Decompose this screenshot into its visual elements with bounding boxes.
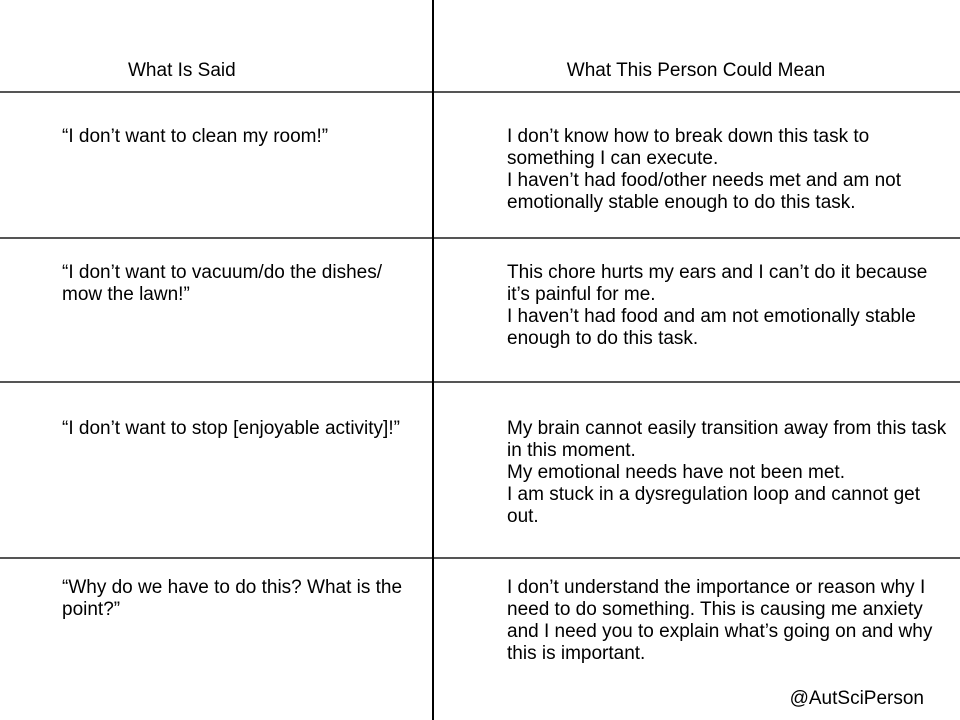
mean-line: I haven’t had food and am not emotionally stable xyxy=(507,306,916,327)
mean-line: I don’t know how to break down this task to xyxy=(507,126,870,147)
mean-line: something I can execute. xyxy=(507,148,719,169)
said-line: “I don’t want to vacuum/do the dishes/ xyxy=(62,262,383,283)
mean-line: need to do something. This is causing me anxiety xyxy=(507,599,923,620)
said-line: mow the lawn!” xyxy=(62,284,190,305)
said-cell xyxy=(0,239,432,381)
said-cell xyxy=(0,559,432,720)
column-header-mean-label: What This Person Could Mean xyxy=(566,60,826,81)
column-header-said xyxy=(0,0,432,91)
table-row xyxy=(0,91,960,237)
mean-cell xyxy=(432,93,960,237)
said-line: “I don’t want to clean my room!” xyxy=(62,126,329,147)
mean-line: enough to do this task. xyxy=(507,328,699,349)
mean-cell xyxy=(432,239,960,381)
mean-line: out. xyxy=(507,506,539,527)
mean-line: I am stuck in a dysregulation loop and cannot get xyxy=(507,484,920,505)
said-cell xyxy=(0,93,432,237)
mean-line: My brain cannot easily transition away from this task xyxy=(507,418,947,439)
table-row xyxy=(0,237,960,381)
said-line: “I don’t want to stop [enjoyable activity]!” xyxy=(62,418,400,439)
column-header-mean xyxy=(432,0,960,91)
mean-line: in this moment. xyxy=(507,440,636,461)
table-row xyxy=(0,381,960,557)
column-divider-line xyxy=(432,0,434,720)
said-line: point?” xyxy=(62,599,121,620)
mean-cell xyxy=(432,383,960,557)
mean-line: This chore hurts my ears and I can’t do it because xyxy=(507,262,928,283)
mean-line: this is important. xyxy=(507,643,646,664)
column-header-said-label: What Is Said xyxy=(128,60,236,81)
credit-handle: @AutSciPerson xyxy=(789,688,924,709)
mean-line: emotionally stable enough to do this task. xyxy=(507,192,856,213)
said-cell xyxy=(0,383,432,557)
table-header-row xyxy=(0,0,960,91)
mean-line: and I need you to explain what’s going on and why xyxy=(507,621,933,642)
mean-line: I don’t understand the importance or reason why I xyxy=(507,577,926,598)
mean-line: it’s painful for me. xyxy=(507,284,656,305)
mean-line: My emotional needs have not been met. xyxy=(507,462,845,483)
said-line: “Why do we have to do this? What is the xyxy=(62,577,403,598)
mean-line: I haven’t had food/other needs met and am not xyxy=(507,170,901,191)
